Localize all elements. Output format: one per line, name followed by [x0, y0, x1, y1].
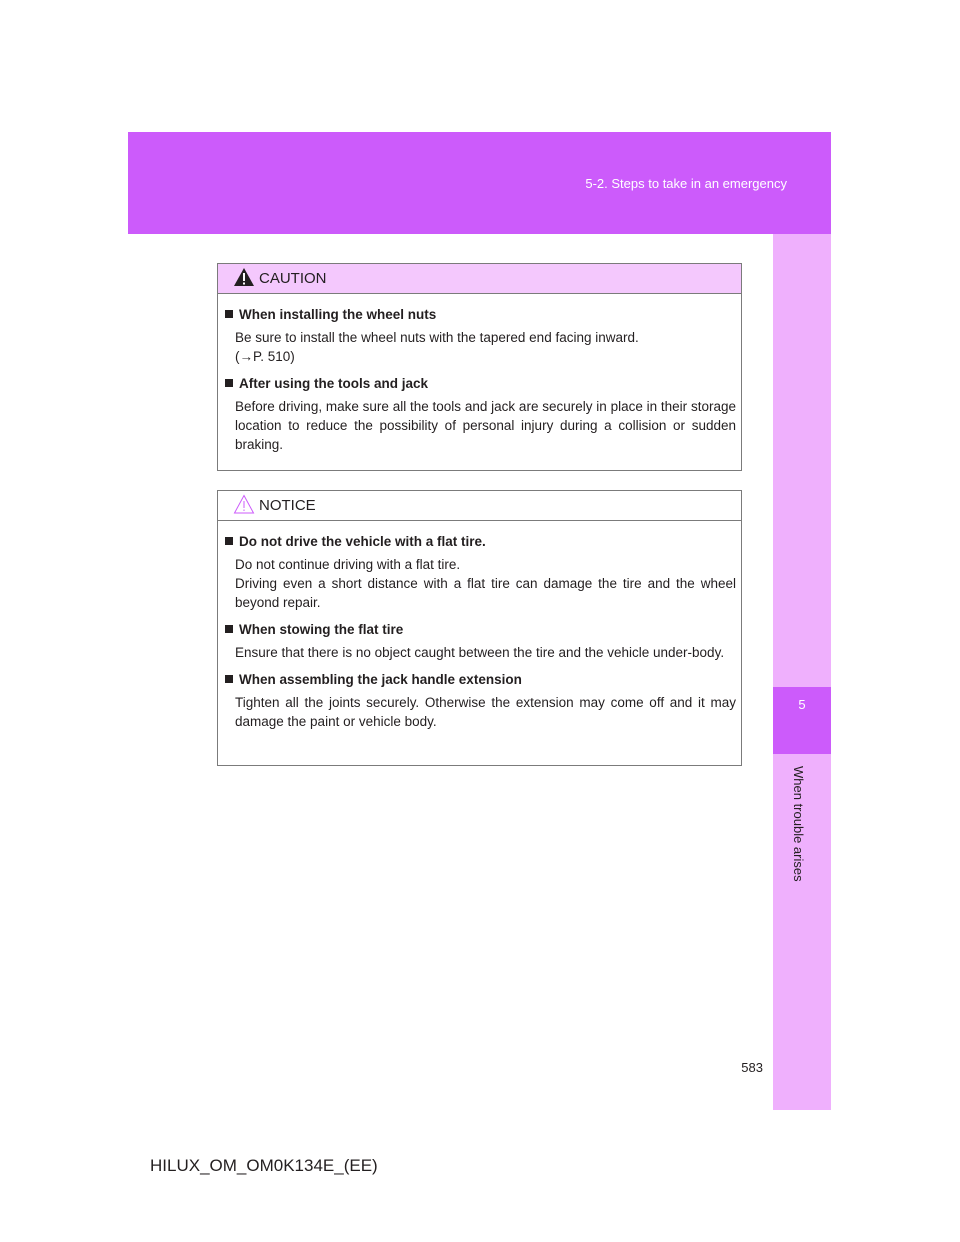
bullet-square-icon [225, 379, 233, 387]
notice-item [224, 533, 736, 612]
notice-item [224, 671, 736, 731]
reference-text: P. 510 [253, 349, 291, 364]
item-title: When assembling the jack handle extension [239, 672, 522, 687]
notice-title: NOTICE [259, 497, 316, 514]
item-text: Driving even a short distance with a flat tire can damage the tire and the wheel beyond repair. [235, 576, 736, 610]
item-text: Before driving, make sure all the tools and jack are securely in place in their storage location to reduce the possibility of personal injury during a collision or sudden braking. [235, 399, 736, 452]
reference-arrow-icon: → [239, 349, 253, 364]
bullet-square-icon [225, 625, 233, 633]
bullet-square-icon [225, 675, 233, 683]
caution-header [218, 264, 741, 294]
bullet-square-icon [225, 310, 233, 318]
section-title: 5-2. Steps to take in an emergency [585, 176, 787, 191]
side-tab [773, 234, 831, 1110]
notice-box [217, 490, 742, 766]
header-band [128, 132, 831, 234]
notice-header [218, 491, 741, 521]
caution-item [224, 306, 736, 366]
warning-outline-icon [233, 494, 255, 514]
caution-item [224, 375, 736, 454]
item-text: Tighten all the joints securely. Otherwise the extension may come off and it may damage the paint or vehicle body. [235, 695, 736, 729]
bullet-square-icon [225, 537, 233, 545]
item-title: Do not drive the vehicle with a flat tire. [239, 534, 486, 549]
item-text: Do not continue driving with a flat tire. [235, 557, 461, 572]
caution-title: CAUTION [259, 270, 327, 287]
warning-filled-icon [233, 267, 255, 287]
chapter-number: 5 [798, 697, 806, 712]
page-number: 583 [741, 1060, 763, 1075]
document-code: HILUX_OM_OM0K134E_(EE) [150, 1156, 378, 1175]
item-title: After using the tools and jack [239, 376, 429, 391]
page-reference: (→P. 510) [235, 349, 295, 364]
chapter-name: When trouble arises [791, 766, 806, 882]
caution-box [217, 263, 742, 471]
item-title: When installing the wheel nuts [239, 307, 437, 322]
item-text: Ensure that there is no object caught between the tire and the vehicle under-body. [235, 645, 725, 660]
chapter-tab [773, 687, 831, 754]
item-title: When stowing the flat tire [239, 622, 404, 637]
item-text: Be sure to install the wheel nuts with the tapered end facing inward. [235, 330, 639, 345]
notice-item [224, 621, 736, 662]
